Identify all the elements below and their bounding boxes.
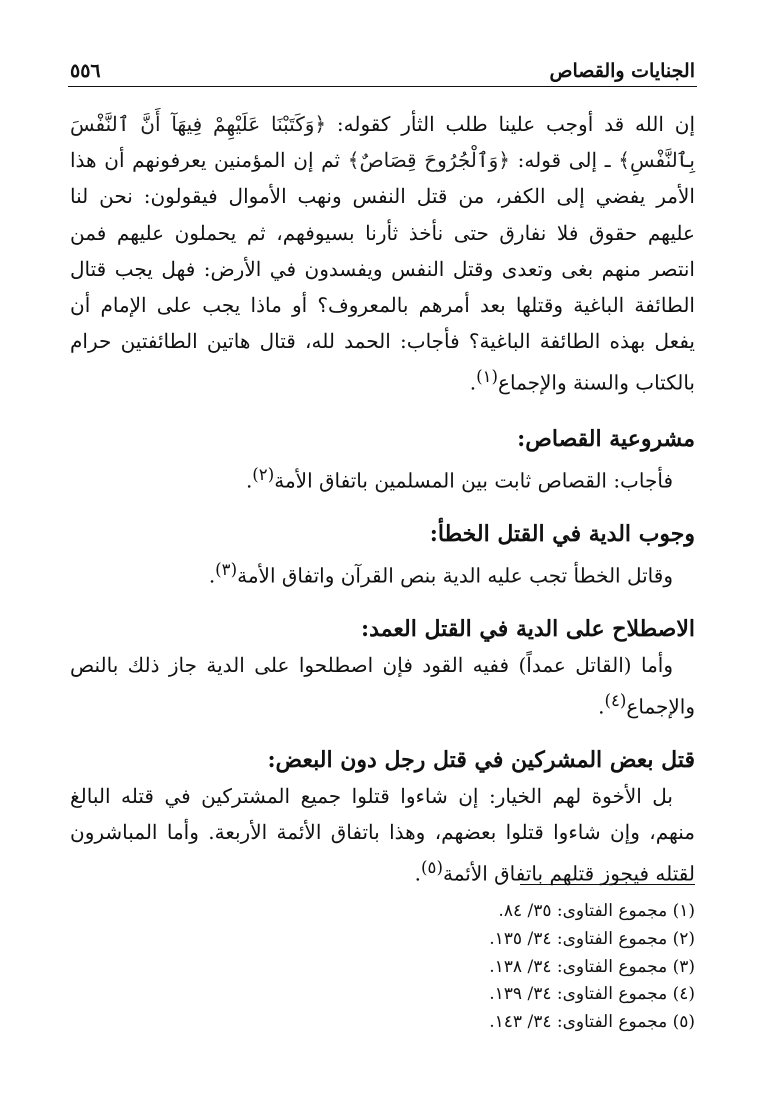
footnote-ref-4: (٤) <box>604 691 627 711</box>
period: . <box>469 371 477 396</box>
intro-connector: ـ إلى قوله: <box>509 148 619 173</box>
chapter-title: الجنايات والقصاص <box>549 60 695 82</box>
intro-text: إن الله قد أوجب علينا طلب الثأر كقوله: <box>326 112 696 136</box>
page-number: ٥٥٦ <box>70 60 101 82</box>
footnote-2: (٢) مجموع الفتاوى: ٣٤/ ١٣٥. <box>489 928 695 949</box>
period: . <box>598 694 605 719</box>
footnote-1: (١) مجموع الفتاوى: ٣٥/ ٨٤. <box>498 901 695 921</box>
section-heading-mushrikin: قتل بعض المشركين في قتل رجل دون البعض: <box>267 747 695 774</box>
footnote-ref-3: (٣) <box>215 560 238 580</box>
footnote-ref-5: (٥) <box>421 858 443 878</box>
section-heading-qisas: مشروعية القصاص: <box>517 426 695 453</box>
footnote-5: (٥) مجموع الفتاوى: ٣٤/ ١٤٣. <box>489 1012 695 1033</box>
footnote-4: (٤) مجموع الفتاوى: ٣٤/ ١٣٩. <box>489 984 695 1005</box>
section-heading-istilah-amd: الاصطلاح على الدية في القتل العمد: <box>361 616 695 642</box>
main-text <box>70 106 695 892</box>
footnote-3: (٣) مجموع الفتاوى: ٣٤/ ١٣٨. <box>489 956 695 977</box>
section-text-diya-khata <box>70 552 695 594</box>
footnote-ref-1: (١) <box>476 367 499 387</box>
footnote-ref-2: (٢) <box>252 465 275 485</box>
intro-paragraph <box>70 106 695 401</box>
quran-quote-2: ﴿وَٱلْجُرُوحَ قِصَاصٌ﴾ <box>347 148 510 173</box>
footnotes <box>295 898 695 1037</box>
period: . <box>245 468 253 493</box>
section-text-qisas <box>70 457 695 499</box>
footnote-rule <box>520 884 695 885</box>
running-header <box>70 56 695 86</box>
section-text: بل الأخوة لهم الخيار: إن شاءوا قتلوا جميع المشتركين في قتله البالغ منهم، وإن شاءوا قتلوا بعضهم، وهذا باتفاق الأئمة الأربعة. وأما المباشرون لقتله فيجوز قتلهم باتفاق الأئمة <box>70 784 695 887</box>
quran-quote-1: ﴿وَكَتَبْنَا عَلَيْهِمْ فِيهَآ أَنَّ ٱلنَّفْسَ بِٱلنَّفْسِ﴾ <box>70 112 695 173</box>
period: . <box>208 563 216 588</box>
header-rule <box>68 86 697 87</box>
section-text: وأما (القاتل عمداً) ففيه القود فإن اصطلحوا على الدية جاز ذلك بالنص والإجماع <box>70 653 695 719</box>
section-text: وقاتل الخطأ تجب عليه الدية بنص القرآن واتفاق الأمة <box>237 563 673 588</box>
section-text-istilah-amd <box>70 647 695 725</box>
section-text: فأجاب: القصاص ثابت بين المسلمين باتفاق الأمة <box>274 468 673 493</box>
section-text-mushrikin <box>70 778 695 892</box>
period: . <box>414 862 422 887</box>
intro-rest: ثم إن المؤمنين يعرفونهم أن هذا الأمر يفضي إلى الكفر، من قتل النفس ونهب الأموال فيقولون: نحن لنا عليهم حقوق فلا نفارق حتى نأخذ ثأرنا بسيوفهم، ثم يحملون عليهم فمن انتصر منهم بغى وتعدى وقتل النفس ويفسدون في الأرض: فهل يجب قتال الطائفة الباغية وقتلها بعد أمرهم بالمعروف؟ أو ماذا يجب على الإمام أن يفعل بهذه الطائفة الباغية؟ فأجاب: الحمد لله، قتال هاتين الطائفتين حرام بالكتاب والسنة والإجماع <box>70 148 695 396</box>
section-heading-diya-khata: وجوب الدية في القتل الخطأ: <box>429 521 695 548</box>
